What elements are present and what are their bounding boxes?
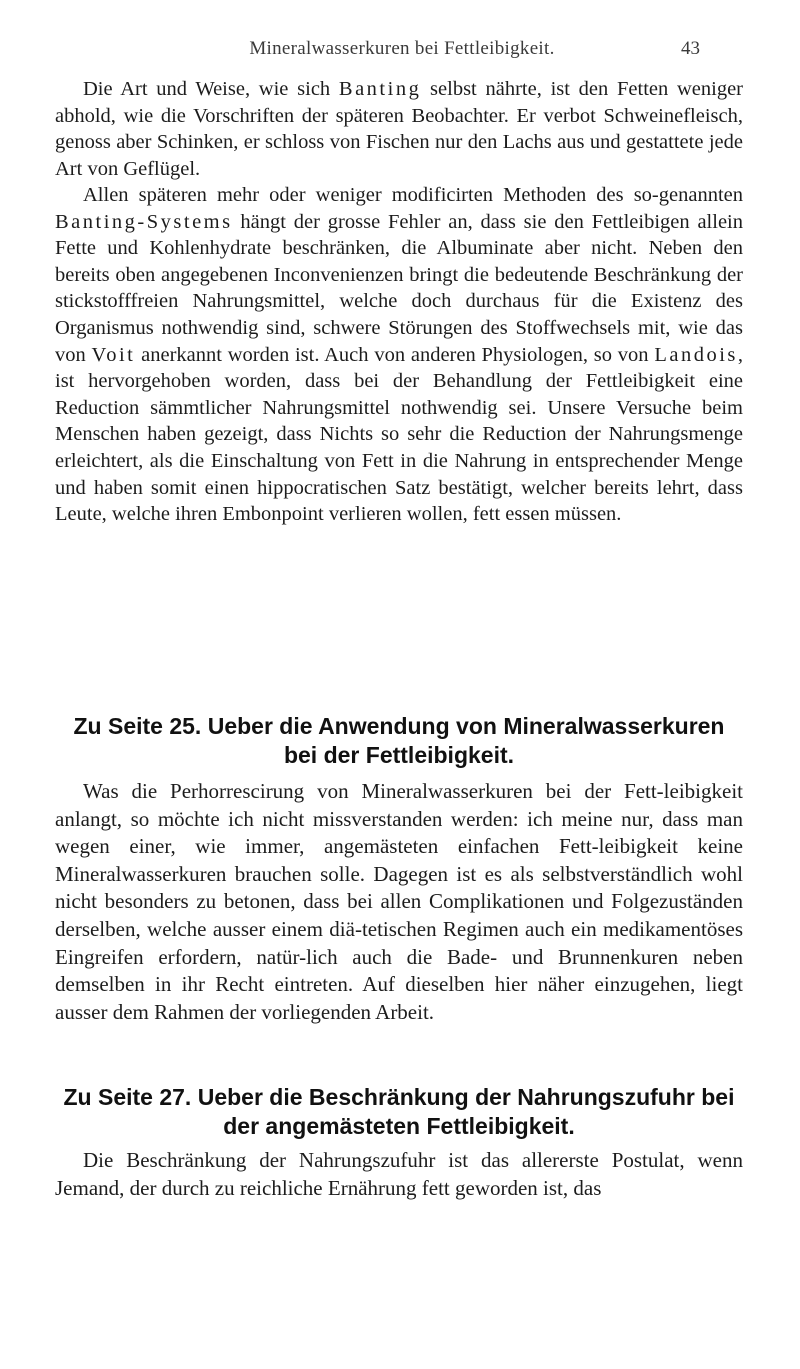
paragraph-banting-diet xyxy=(55,76,743,182)
paragraph-2-text-b: hängt der grosse Fehler an, dass sie den Fettleibigen allein Fette und Kohlenhydrate beschränken, die Albuminate aber nicht. Neben den bereits oben angegebenen Inconvenienzen bringt die bedeutende Beschränkung der stickstofffreien Nahrungsmittel, welche doch durchaus für die Existenz des Organismus nothwendig sind, schwere Störungen des Stoffwechsels mit, wie das von xyxy=(55,210,743,366)
name-banting: Banting xyxy=(338,78,422,100)
paragraph-2-text-a: Allen späteren mehr oder weniger modificirten Methoden des so-genannten xyxy=(83,184,743,206)
paragraph-banting-system xyxy=(55,182,743,528)
name-voit: Voit xyxy=(91,343,136,366)
name-banting-system: Banting-Systems xyxy=(55,210,233,233)
section-heading-food-restriction: Zu Seite 27. Ueber die Beschränkung der Nahrungszufuhr bei der angemästeten Fettleibigkeit. xyxy=(63,1084,735,1139)
paragraph-2-text-d: , ist hervorgehoben worden, dass bei der Behandlung der Fettleibigkeit eine Reduction sämmtlicher Nahrungsmittel nothwendig sei. Unsere Versuche beim Menschen haben gezeigt, dass Nichts so sehr die Reduction der Nahrungsmenge erleichtert, als die Einschaltung von Fett in die Nahrung in entsprechender Menge und haben somit einen hippocratischen Satz bestätigt, welcher bereits lehrt, dass Leute, welche ihren Embonpoint verlieren wollen, fett essen müssen. xyxy=(55,343,743,526)
paragraph-2-text-c: anerkannt worden ist. Auch von anderen Physiologen, so von xyxy=(135,343,655,366)
paragraph-mineral-water: Was die Perhorrescirung von Mineralwasserkuren bei der Fett-leibigkeit anlangt, so möchte ich nicht missverstanden werden: ich meine nur, dass man wegen einer, wie immer, angemästeten einfachen Fett-leibigkeit keine Mineralwasserkuren brauchen solle. Dagegen ist es als selbstverständlich wohl nicht besonders zu betonen, dass bei allen Complikationen und Folgezuständen derselben, welche ausser einem diä-tetischen Regimen auch ein medikamentöses Eingreifen erfordern, natür-lich auch die Bade- und Brunnenkuren neben demselben in ihr Recht eintreten. Auf dieselben hier näher einzugehen, liegt ausser dem Rahmen der vorliegenden Arbeit. xyxy=(55,779,743,1024)
paragraph-food-restriction: Die Beschränkung der Nahrungszufuhr ist das allererste Postulat, wenn Jemand, der durch zu reichliche Ernährung fett geworden ist, das xyxy=(55,1148,743,1200)
page-number: 43 xyxy=(681,38,700,59)
paragraph-1-text-b: selbst nährte, ist den Fetten weniger abhold, wie die Vorschriften der späteren Beobachter. Er verbot Schweinefleisch, genoss aber Schinken, er schloss von Fischen nur den Lachs aus und gestattete jede Art von Geflügel. xyxy=(55,78,743,180)
section-heading-mineral-water: Zu Seite 25. Ueber die Anwendung von Mineralwasserkuren bei der Fettleibigkeit. xyxy=(73,713,725,768)
running-title: Mineralwasserkuren bei Fettleibigkeit. xyxy=(249,38,555,59)
paragraph-1-text-a: Die Art und Weise, wie sich xyxy=(83,78,339,100)
name-landois: Landois xyxy=(654,343,738,366)
